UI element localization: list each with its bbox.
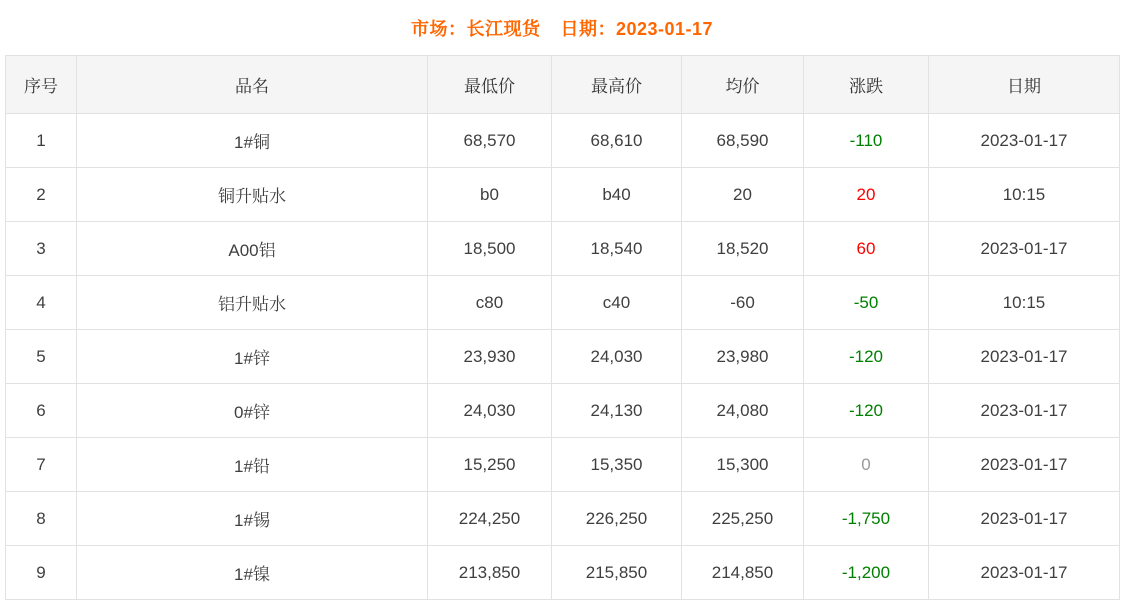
high-price-cell: 24,130 bbox=[552, 384, 682, 438]
avg-price-cell: 24,080 bbox=[682, 384, 804, 438]
change-cell: -50 bbox=[804, 276, 929, 330]
row-index-cell: 3 bbox=[6, 222, 77, 276]
market-label: 市场：长江现货 bbox=[410, 18, 541, 39]
avg-price-cell: 15,300 bbox=[682, 438, 804, 492]
change-cell: 0 bbox=[804, 438, 929, 492]
high-price-cell: 18,540 bbox=[552, 222, 682, 276]
product-name-cell: 1#镍 bbox=[77, 546, 428, 600]
row-index-cell: 9 bbox=[6, 546, 77, 600]
low-price-cell: 213,850 bbox=[428, 546, 552, 600]
avg-price-cell: 23,980 bbox=[682, 330, 804, 384]
product-name-cell: 铜升贴水 bbox=[77, 168, 428, 222]
table-row bbox=[6, 438, 1120, 492]
change-cell: 20 bbox=[804, 168, 929, 222]
date-cell: 2023-01-17 bbox=[929, 438, 1120, 492]
date-cell: 2023-01-17 bbox=[929, 492, 1120, 546]
low-price-cell: 224,250 bbox=[428, 492, 552, 546]
col-header-change: 涨跌 bbox=[804, 56, 929, 114]
table-row bbox=[6, 546, 1120, 600]
product-name-cell: 铝升贴水 bbox=[77, 276, 428, 330]
price-table bbox=[5, 55, 1120, 600]
date-cell: 2023-01-17 bbox=[929, 222, 1120, 276]
row-index-cell: 7 bbox=[6, 438, 77, 492]
table-row bbox=[6, 168, 1120, 222]
change-cell: -110 bbox=[804, 114, 929, 168]
col-header-name: 品名 bbox=[77, 56, 428, 114]
change-cell: -120 bbox=[804, 330, 929, 384]
product-name-cell: 1#锌 bbox=[77, 330, 428, 384]
product-name-cell: 1#铅 bbox=[77, 438, 428, 492]
high-price-cell: b40 bbox=[552, 168, 682, 222]
low-price-cell: 23,930 bbox=[428, 330, 552, 384]
date-cell: 2023-01-17 bbox=[929, 330, 1120, 384]
table-row bbox=[6, 222, 1120, 276]
change-cell: -1,200 bbox=[804, 546, 929, 600]
product-name-cell: 0#锌 bbox=[77, 384, 428, 438]
avg-price-cell: 18,520 bbox=[682, 222, 804, 276]
avg-price-cell: 20 bbox=[682, 168, 804, 222]
table-body bbox=[6, 114, 1120, 600]
row-index-cell: 8 bbox=[6, 492, 77, 546]
avg-price-cell: 68,590 bbox=[682, 114, 804, 168]
table-row bbox=[6, 330, 1120, 384]
row-index-cell: 1 bbox=[6, 114, 77, 168]
row-index-cell: 4 bbox=[6, 276, 77, 330]
avg-price-cell: 214,850 bbox=[682, 546, 804, 600]
high-price-cell: 226,250 bbox=[552, 492, 682, 546]
date-cell: 10:15 bbox=[929, 168, 1120, 222]
change-cell: -1,750 bbox=[804, 492, 929, 546]
row-index-cell: 6 bbox=[6, 384, 77, 438]
low-price-cell: 68,570 bbox=[428, 114, 552, 168]
page-title bbox=[0, 0, 1124, 55]
table-row bbox=[6, 492, 1120, 546]
low-price-cell: 15,250 bbox=[428, 438, 552, 492]
low-price-cell: b0 bbox=[428, 168, 552, 222]
table-row bbox=[6, 384, 1120, 438]
low-price-cell: 24,030 bbox=[428, 384, 552, 438]
table-header-row bbox=[6, 56, 1120, 114]
date-cell: 2023-01-17 bbox=[929, 114, 1120, 168]
high-price-cell: c40 bbox=[552, 276, 682, 330]
high-price-cell: 68,610 bbox=[552, 114, 682, 168]
table-row bbox=[6, 276, 1120, 330]
row-index-cell: 2 bbox=[6, 168, 77, 222]
change-cell: 60 bbox=[804, 222, 929, 276]
avg-price-cell: 225,250 bbox=[682, 492, 804, 546]
high-price-cell: 215,850 bbox=[552, 546, 682, 600]
date-cell: 2023-01-17 bbox=[929, 384, 1120, 438]
product-name-cell: 1#锡 bbox=[77, 492, 428, 546]
low-price-cell: c80 bbox=[428, 276, 552, 330]
col-header-avg: 均价 bbox=[682, 56, 804, 114]
product-name-cell: A00铝 bbox=[77, 222, 428, 276]
col-header-no: 序号 bbox=[6, 56, 77, 114]
high-price-cell: 15,350 bbox=[552, 438, 682, 492]
table-row bbox=[6, 114, 1120, 168]
change-cell: -120 bbox=[804, 384, 929, 438]
product-name-cell: 1#铜 bbox=[77, 114, 428, 168]
date-cell: 2023-01-17 bbox=[929, 546, 1120, 600]
col-header-low: 最低价 bbox=[428, 56, 552, 114]
date-label: 日期：2023-01-17 bbox=[560, 18, 714, 39]
avg-price-cell: -60 bbox=[682, 276, 804, 330]
row-index-cell: 5 bbox=[6, 330, 77, 384]
col-header-date: 日期 bbox=[929, 56, 1120, 114]
col-header-high: 最高价 bbox=[552, 56, 682, 114]
high-price-cell: 24,030 bbox=[552, 330, 682, 384]
low-price-cell: 18,500 bbox=[428, 222, 552, 276]
date-cell: 10:15 bbox=[929, 276, 1120, 330]
